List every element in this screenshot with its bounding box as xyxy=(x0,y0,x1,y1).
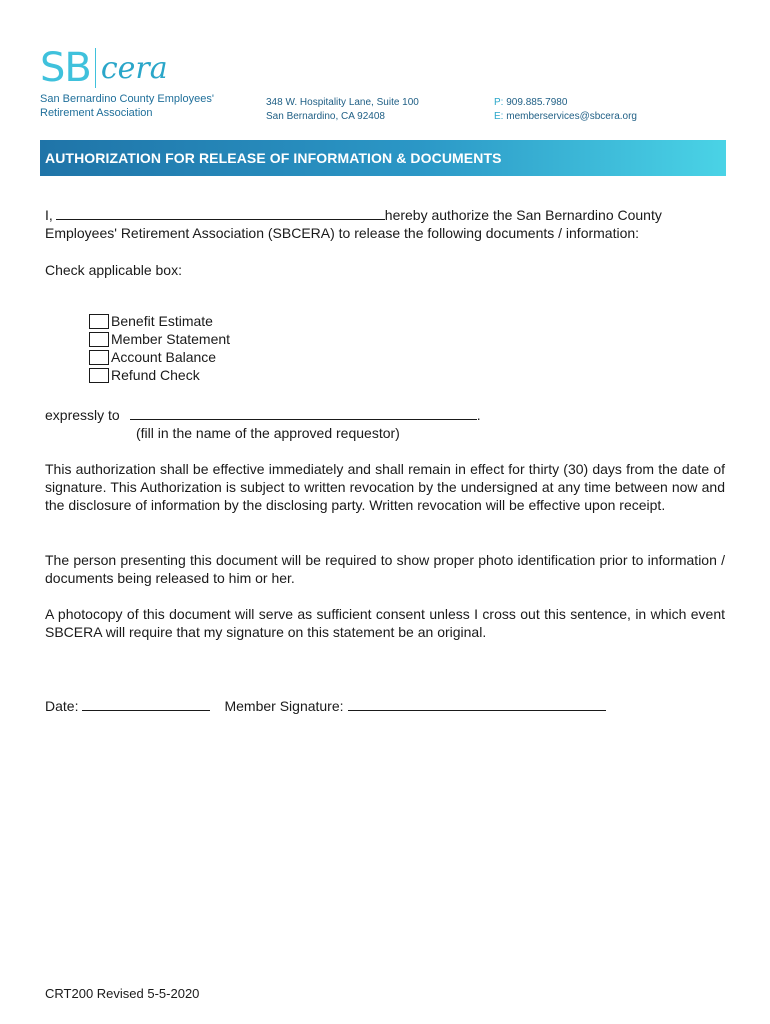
option-label: Refund Check xyxy=(111,367,200,383)
option-label: Account Balance xyxy=(111,349,217,365)
option-member-statement[interactable] xyxy=(89,330,230,348)
logo-cera-text: cera xyxy=(100,51,168,86)
phone-line xyxy=(494,96,637,110)
expressly-label: expressly to xyxy=(45,407,120,423)
form-title: AUTHORIZATION FOR RELEASE OF INFORMATION & DOCUMENTS xyxy=(45,150,502,166)
email-line xyxy=(494,110,637,124)
document-options xyxy=(89,312,230,384)
requestor-name-field[interactable] xyxy=(130,407,477,420)
logo-divider xyxy=(95,48,96,88)
phone-number: 909.885.7980 xyxy=(506,97,568,108)
revision-footer: CRT200 Revised 5-5-2020 xyxy=(45,986,200,1001)
email-label: E: xyxy=(494,110,504,122)
signature-label: Member Signature: xyxy=(224,698,344,714)
member-name-field[interactable] xyxy=(56,207,385,220)
org-name-line1: San Bernardino County Employees' xyxy=(40,93,214,105)
expressly-line xyxy=(45,406,481,424)
option-label: Member Statement xyxy=(111,331,231,347)
checkbox-account-balance[interactable] xyxy=(89,350,109,365)
phone-label: P: xyxy=(494,97,504,108)
option-refund-check[interactable] xyxy=(89,366,230,384)
effective-period-paragraph: This authorization shall be effective immediately and shall remain in effect for thirty (30) days from the date of signature. This Authorization is subject to written revocation by the undersigned at any time between now and the disclosure of information by the disclosing party. Written revocation will be effective upon receipt. xyxy=(45,461,725,513)
intro-line1 xyxy=(45,206,662,224)
check-prompt: Check applicable box: xyxy=(45,262,182,278)
title-banner xyxy=(40,140,726,176)
signature-row xyxy=(45,697,606,715)
photocopy-paragraph: A photocopy of this document will serve as sufficient consent unless I cross out this sentence, in which event SBCERA will require that my signature on this statement be an original. xyxy=(45,606,725,640)
checkbox-benefit-estimate[interactable] xyxy=(89,314,109,329)
contact-block xyxy=(494,96,637,123)
address-line1: 348 W. Hospitality Lane, Suite 100 xyxy=(266,97,419,108)
intro-line2: Employees' Retirement Association (SBCERA) to release the following documents / information: xyxy=(45,225,640,241)
address-line2: San Bernardino, CA 92408 xyxy=(266,110,385,122)
org-name-line2: Retirement Association xyxy=(40,107,153,119)
option-benefit-estimate[interactable] xyxy=(89,312,230,330)
sbcera-logo xyxy=(40,44,168,91)
member-signature-field[interactable] xyxy=(348,698,606,711)
date-label: Date: xyxy=(45,698,79,714)
requestor-hint: (fill in the name of the approved requestor) xyxy=(136,425,400,441)
date-field[interactable] xyxy=(82,698,210,711)
address-block xyxy=(266,96,419,123)
checkbox-refund-check[interactable] xyxy=(89,368,109,383)
option-account-balance[interactable] xyxy=(89,348,230,366)
intro-prefix: I, xyxy=(45,207,53,223)
option-label: Benefit Estimate xyxy=(111,313,213,329)
organization-name xyxy=(40,92,214,120)
intro-suffix: hereby authorize the San Bernardino County xyxy=(384,207,662,223)
checkbox-member-statement[interactable] xyxy=(89,332,109,347)
logo-sb-text: SB xyxy=(40,45,91,91)
photo-id-paragraph: The person presenting this document will be required to show proper photo identification prior to information / documents being released to him or her. xyxy=(45,552,725,586)
email-link[interactable]: memberservices@sbcera.org xyxy=(506,110,637,122)
expressly-period: . xyxy=(476,407,481,423)
